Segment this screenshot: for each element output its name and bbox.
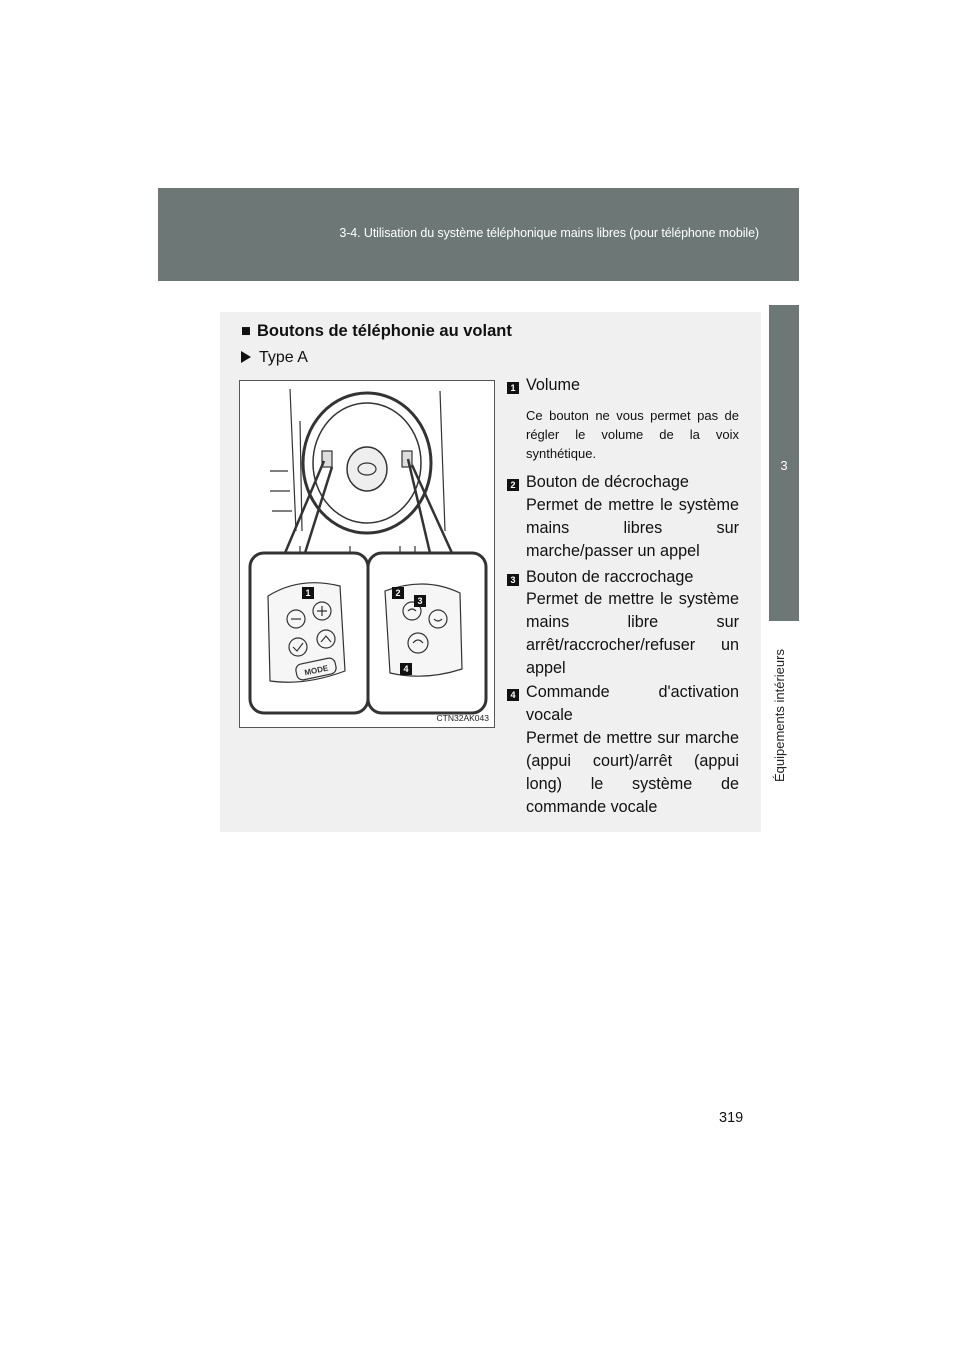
item-badge: 1	[507, 382, 519, 394]
item-title: Bouton de raccrochage	[526, 568, 694, 586]
figure-code: CTN32AK043	[436, 713, 489, 723]
item-title: Bouton de décrochage	[526, 473, 689, 491]
chapter-side-title: Équipements intérieurs	[772, 649, 787, 782]
item-description: Permet de mettre sur marche (appui court)/arrêt (appui long) le système de commande vocale	[526, 729, 739, 816]
item-title: Commande d'activation vocale	[526, 683, 739, 724]
play-arrow-icon	[241, 351, 251, 363]
item-description: Ce bouton ne vous permet pas de régler le volume de la voix synthétique.	[526, 408, 739, 461]
callout-2: 2	[395, 588, 401, 598]
section-title-text: Boutons de téléphonie au volant	[256, 322, 512, 340]
steering-wheel-figure	[239, 380, 495, 728]
type-label-text: Type A	[259, 349, 308, 366]
steering-wheel-illustration	[240, 381, 494, 727]
item-title: Volume	[526, 376, 580, 394]
item-description: Permet de mettre le système mains libre sur arrêt/raccrocher/refuser un appel	[526, 590, 739, 677]
item-badge: 4	[507, 689, 519, 701]
section-marker: ■	[241, 322, 251, 340]
page-number: 319	[719, 1110, 744, 1126]
item-badge: 2	[507, 479, 519, 491]
callout-4: 4	[403, 664, 409, 674]
chapter-breadcrumb: 3-4. Utilisation du système téléphonique mains libres (pour téléphone mobile)	[339, 226, 759, 240]
item-description: Permet de mettre le système mains libres sur marche/passer un appel	[526, 496, 739, 560]
section-title	[241, 322, 512, 341]
type-label	[241, 349, 308, 367]
chapter-side-tab	[769, 305, 799, 621]
callout-1: 1	[305, 588, 311, 598]
callout-3: 3	[417, 596, 423, 606]
item-badge: 3	[507, 574, 519, 586]
mode-button-label: MODE	[303, 663, 329, 678]
chapter-header-bar	[158, 188, 799, 281]
chapter-number: 3	[780, 458, 788, 473]
